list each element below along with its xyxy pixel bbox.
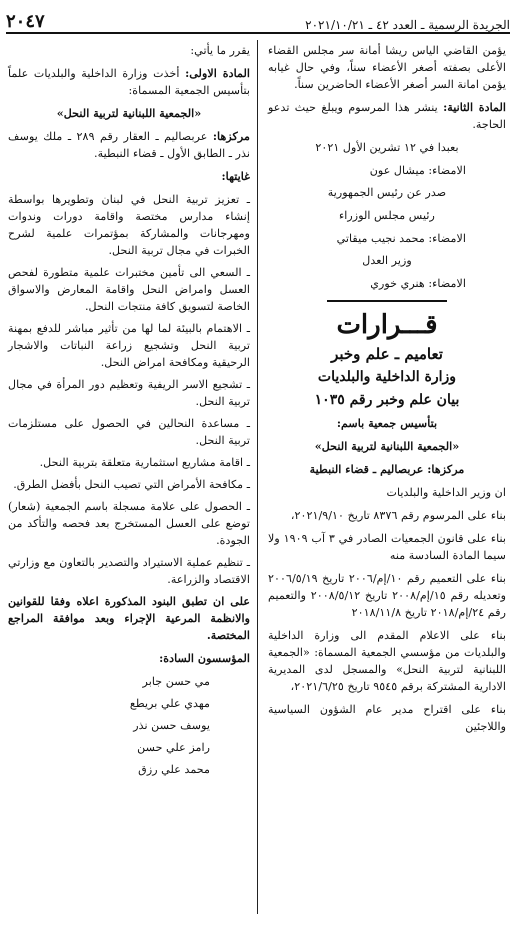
- minister-line: ان وزير الداخلية والبلديات: [386, 486, 506, 499]
- basis-3: بناء على التعميم رقم ١٠/إم/٢٠٠٦ تاريخ ٢٠٠٦/٥/١٩ وتعديله رقم ١٥/إم/٢٠٠٨ تاريخ ٢٠٠٨/٥/١٢ والتعميم رقم ٢٤/إم/٢٠١٨ تاريخ ٢٠١٨/١١/٨: [268, 572, 506, 619]
- ministry-heading: وزارة الداخلية والبلديات: [317, 369, 457, 385]
- headquarters: [8, 128, 250, 162]
- condition-paragraph: على ان تطبق البنود المذكورة اعلاه وفقا للقوانين والانظمة المرعية الإجراء وبعد موافقة المراجع المختصة.: [8, 594, 250, 642]
- founder-name: رامز علي حسن: [137, 741, 210, 754]
- basis-4: بناء على الاعلام المقدم الى وزارة الداخلية والبلديات من مؤسسي الجمعية المسماة: «الجمعية اللبنانية لتربية النحل» والمسجل لدى المديرية الادارية المشتركة برقم ٩٥٤٥ تاريخ ٢٠٢١/٦/٢٥،: [268, 629, 506, 693]
- basis-5: بناء على اقتراح مدير عام الشؤون السياسية واللاجئين: [268, 703, 506, 733]
- goal-item: ـ الاهتمام بالبيئة لما لها من تأثير مباشر للدفع بمهنة تربية النحل وتشجيع زراعة النباتات والاشجار الرحيقية ومكافحة امراض النحل.: [8, 322, 250, 369]
- page-header: [6, 6, 510, 34]
- goal-item: ـ تعزيز تربية النحل في لبنان وتطويرها بواسطة إنشاء مدارس مختصة واقامة دورات وندوات ومهرجانات والمشاركة بمؤتمرات علمية لشرح الخبرات في مجال تربية النحل.: [8, 193, 250, 257]
- goal-item: ـ تنظيم عملية الاستيراد والتصدير بالتعاون مع وزارتي الاقتصاد والزراعة.: [8, 556, 250, 586]
- article-title: المادة الثانية:: [443, 100, 507, 114]
- article-1: [8, 65, 250, 99]
- goal-item: ـ مساعدة النحالين في الحصول على مستلزمات تربية النحل.: [8, 417, 250, 447]
- goal-item: ـ اقامة مشاريع استثمارية متعلقة بتربية النحل.: [39, 456, 250, 469]
- right-column: [268, 42, 506, 741]
- basis-1: بناء على المرسوم رقم ٨٣٧٦ تاريخ ٢٠٢١/٩/١٠،: [290, 509, 506, 522]
- signature-prime-minister: الامضاء: محمد نجيب ميقاتي: [336, 232, 466, 245]
- section-rule: [327, 300, 447, 302]
- prime-minister-label: رئيس مجلس الوزراء: [339, 209, 435, 222]
- founder-name: محمد علي رزق: [138, 763, 210, 776]
- signature-president: الامضاء: ميشال عون: [369, 164, 466, 177]
- founding-line: بتأسيس جمعية باسم:: [336, 416, 438, 430]
- hq-text: عربصاليم ـ العقار رقم ٢٨٩ ـ ملك يوسف نذر ـ الطابق الأول ـ قضاء النبطية.: [8, 130, 250, 160]
- basis-2: بناء على قانون الجمعيات الصادر في ٣ آب ١٩٠٩ ولا سيما المادة السادسة منه: [268, 532, 506, 562]
- founder-name: يوسف حسن نذر: [133, 719, 210, 732]
- decree-date: بعبدا في ١٢ تشرين الأول ٢٠٢١: [315, 141, 459, 154]
- section-heading: قـــرارات: [336, 310, 438, 340]
- notice-heading: بيان علم وخبر رقم ١٠٣٥: [314, 392, 460, 408]
- article-text: ينشر هذا المرسوم ويبلغ حيث تدعو الحاجة.: [268, 101, 506, 131]
- decides-line: يقرر ما يأتي:: [190, 44, 250, 57]
- subsection-heading: تعاميم ـ علم وخبر: [331, 345, 443, 363]
- founders-list: [8, 673, 250, 778]
- goal-item: ـ الحصول على علامة مسجلة باسم الجمعية (شعار) توضع على العسل المستخرج بعد فحصه والتأكد من الجودة.: [8, 500, 250, 547]
- goal-item: ـ تشجيع الاسر الريفية وتعظيم دور المرأة في مجال تربية النحل.: [8, 378, 250, 408]
- hq-title: مركزها:: [212, 129, 251, 143]
- article-title: المادة الاولى:: [185, 66, 250, 80]
- gazette-title: الجريدة الرسمية ـ العدد ٤٢ ـ ٢٠٢١/١٠/٢١: [305, 18, 510, 32]
- goals-list: [8, 191, 250, 588]
- paragraph: يؤمن القاضي الياس ريشا أمانة سر مجلس القضاء الأعلى بصفته أصغر الأعضاء سناً، وفي حال غيابه يؤمن امانة السر أصغر الأعضاء الحاضرين سناً.: [268, 44, 506, 91]
- column-divider: [257, 40, 258, 914]
- goal-item: ـ السعي الى تأمين مختبرات علمية متطورة لفحص العسل وامراض النحل واقامة المعارض والاسواق الخاصة لتسويق كافة منتجات النحل.: [8, 266, 250, 313]
- association-name: «الجمعية اللبنانية لتربية النحل»: [314, 439, 460, 453]
- founder-name: مهدي علي بريطع: [129, 697, 210, 710]
- justice-minister-label: وزير العدل: [362, 254, 412, 267]
- association-name: «الجمعية اللبنانية لتربية النحل»: [56, 106, 202, 120]
- signature-justice-minister: الامضاء: هنري خوري: [370, 277, 466, 290]
- article-2: [268, 99, 506, 133]
- headquarters-line: مركزها: عربصاليم ـ قضاء النبطية: [309, 462, 465, 476]
- founder-name: مي حسن جابر: [142, 675, 210, 688]
- founders-title: المؤسسون السادة:: [159, 651, 250, 665]
- issued-by: صدر عن رئيس الجمهورية: [327, 186, 447, 199]
- left-column: [8, 42, 250, 783]
- page-number: ٢٠٤٧: [6, 11, 45, 32]
- article-text: أخذت وزارة الداخلية والبلديات علماً بتأسيس الجمعية المسماة:: [8, 67, 250, 97]
- goals-title: غايتها:: [221, 169, 250, 183]
- goal-item: ـ مكافحة الأمراض التي تصيب النحل بأفضل الطرق.: [13, 478, 250, 491]
